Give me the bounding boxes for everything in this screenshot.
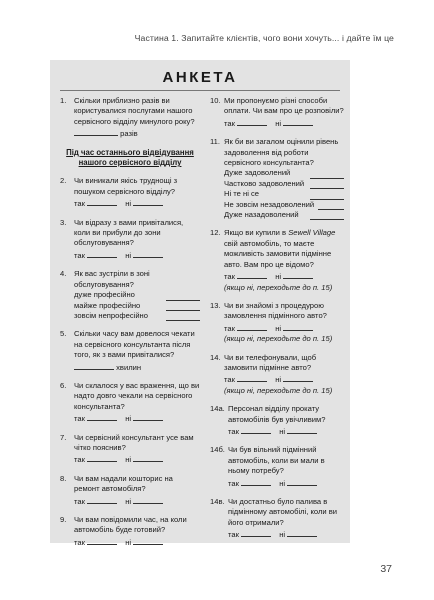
yes-label: так: [228, 530, 239, 540]
question-text: Персонал відділу прокату автомобілів був увічливим?: [228, 404, 326, 424]
no-label: ні: [125, 414, 132, 424]
question-text: Скільки приблизно разів ви користувалися послугами нашого сервісного відділу минулого року?: [74, 96, 195, 126]
option-row: Не зовсім незадоволений: [224, 200, 344, 210]
question-number: 14а.: [210, 404, 225, 414]
questionnaire-panel: [50, 60, 350, 547]
yes-blank[interactable]: [87, 537, 117, 545]
no-blank[interactable]: [133, 454, 163, 462]
question-text: Чи достатньо було палива в підмінному автомобілі, коли ви його отримали?: [228, 497, 338, 527]
question-14v: [210, 497, 344, 541]
skip-note: (якщо ні, переходьте до п. 15): [224, 334, 333, 344]
question-text: Скільки часу вам довелося чекати на сервісного консультанта після того, як з вами привіталися?: [74, 329, 195, 360]
question-number: 2.: [60, 176, 67, 186]
no-label: ні: [125, 537, 132, 547]
no-blank[interactable]: [283, 271, 313, 279]
no-label: ні: [125, 250, 132, 260]
question-11: [210, 137, 344, 220]
question-7: [60, 433, 200, 466]
question-text: Чи вам повідомили час, на коли автомобіль буде готовий?: [74, 515, 187, 535]
unit-label: хвилин: [116, 362, 142, 372]
yes-no-row: [224, 271, 344, 282]
question-9: [60, 515, 200, 548]
no-label: ні: [275, 118, 282, 128]
title-divider: [60, 90, 340, 91]
question-text: Чи був вільний підмінний автомобіль, коли ви мали в ньому потребу?: [228, 445, 325, 476]
no-blank[interactable]: [283, 323, 313, 331]
question-number: 4.: [60, 269, 67, 279]
yes-no-row: [224, 118, 344, 129]
question-text: Якщо ви купили в Sewell Village свій автомобіль, то маєте можливість замовити підмінне авто. Вам про це відомо?: [224, 228, 336, 269]
answer-line: [74, 362, 200, 373]
option-blank[interactable]: [166, 303, 200, 311]
yes-no-row: [74, 496, 200, 507]
no-label: ні: [275, 272, 282, 282]
question-number: 14б.: [210, 445, 225, 455]
no-blank[interactable]: [283, 118, 313, 126]
question-text: Чи виникали якісь труднощі з пошуком сервісного відділу?: [74, 176, 178, 196]
yes-blank[interactable]: [237, 323, 267, 331]
option-row: дуже професійно: [74, 290, 200, 300]
no-blank[interactable]: [133, 537, 163, 545]
questionnaire-title: АНКЕТА: [162, 69, 238, 86]
option-row: Дуже задоволений: [224, 168, 344, 178]
question-number: 5.: [60, 329, 67, 339]
question-number: 9.: [60, 515, 67, 524]
question-text: Ми пропонуємо різні способи оплати. Чи вам про це розповіли?: [224, 96, 344, 116]
question-number: 12.: [210, 228, 221, 238]
yes-no-row: [224, 374, 344, 385]
no-label: ні: [125, 199, 132, 209]
no-blank[interactable]: [287, 529, 317, 537]
yes-no-row: [74, 250, 200, 261]
left-column: [60, 96, 200, 556]
no-blank[interactable]: [133, 496, 163, 504]
option-blank[interactable]: [310, 212, 344, 220]
option-row: Дуже назадоволений: [224, 210, 344, 220]
question-5: [60, 329, 200, 373]
question-13: [210, 301, 344, 345]
yes-label: так: [74, 414, 85, 424]
question-text: Чи ви телефонували, щоб замовити підмінне авто?: [224, 352, 317, 372]
question-text: Чи ви знайомі з процедурою замовлення підмінного авто?: [224, 300, 327, 321]
no-label: ні: [275, 323, 282, 333]
question-6: [60, 381, 200, 425]
question-number: 6.: [60, 380, 67, 390]
option-blank[interactable]: [166, 313, 200, 321]
yes-blank[interactable]: [237, 271, 267, 279]
no-blank[interactable]: [133, 198, 163, 206]
question-3: [60, 218, 200, 262]
question-12: [210, 228, 344, 292]
no-label: ні: [279, 478, 286, 488]
yes-no-row: [74, 198, 200, 209]
option-row: майже професійно: [74, 301, 200, 311]
question-text: Чи сервісний консультант усе вам чітко пояснив?: [74, 432, 194, 452]
yes-no-row: [74, 537, 200, 548]
no-blank[interactable]: [133, 250, 163, 258]
yes-label: так: [74, 199, 85, 209]
question-14a: [210, 404, 344, 437]
yes-blank[interactable]: [87, 413, 117, 421]
yes-label: так: [228, 426, 239, 436]
question-text: Як би ви загалом оцінили рівень задоволення від роботи сервісного консультанта?: [224, 137, 339, 168]
yes-label: так: [224, 375, 235, 385]
yes-no-row: [224, 323, 344, 334]
answer-blank[interactable]: [74, 362, 114, 370]
yes-no-row: [228, 529, 344, 540]
question-10: [210, 96, 344, 129]
answer-line: [74, 128, 200, 139]
option-row: Частково задоволений: [224, 179, 344, 189]
option-row: Ні те ні се: [224, 189, 344, 199]
yes-blank[interactable]: [241, 529, 271, 537]
yes-no-row: [228, 478, 344, 489]
yes-blank[interactable]: [241, 426, 271, 434]
yes-label: так: [74, 455, 85, 465]
option-row: зовсім непрофесійно: [74, 311, 200, 321]
yes-blank[interactable]: [237, 374, 267, 382]
skip-note: (якщо ні, переходьте до п. 15): [224, 385, 333, 395]
section-heading: Під час останнього відвідування нашого сервісного відділу: [66, 147, 194, 168]
yes-blank[interactable]: [87, 496, 117, 504]
yes-label: так: [224, 118, 235, 128]
question-number: 1.: [60, 96, 67, 105]
no-label: ні: [275, 375, 282, 385]
question-text: Як вас зустріли в зоні обслуговування?: [74, 269, 150, 289]
question-number: 8.: [60, 473, 67, 483]
question-2: [60, 176, 200, 209]
yes-blank[interactable]: [87, 454, 117, 462]
no-blank[interactable]: [283, 374, 313, 382]
yes-label: так: [74, 496, 85, 506]
no-blank[interactable]: [133, 413, 163, 421]
question-14: [210, 353, 344, 397]
yes-label: так: [224, 323, 235, 333]
page-number: 37: [380, 563, 392, 575]
no-label: ні: [125, 455, 132, 465]
option-blank[interactable]: [310, 181, 344, 189]
yes-blank[interactable]: [237, 118, 267, 126]
question-number: 14в.: [210, 497, 225, 506]
yes-label: так: [74, 250, 85, 260]
no-blank[interactable]: [287, 478, 317, 486]
option-blank[interactable]: [166, 293, 200, 301]
question-number: 14.: [210, 352, 221, 362]
yes-label: так: [228, 478, 239, 488]
question-text: Чи вам надали кошторис на ремонт автомобіля?: [74, 473, 173, 494]
no-label: ні: [279, 530, 286, 540]
yes-no-row: [228, 426, 344, 437]
yes-no-row: [74, 454, 200, 465]
question-number: 3.: [60, 217, 67, 227]
question-text: Чи відразу з вами привіталися, коли ви прибули до зони обслуговування?: [74, 217, 184, 248]
option-blank[interactable]: [310, 192, 344, 200]
option-blank[interactable]: [318, 202, 344, 210]
question-number: 10.: [210, 96, 221, 105]
no-blank[interactable]: [287, 426, 317, 434]
question-text: Чи склалося у вас враження, що ви надто довго чекали на сервісного консультанта?: [74, 380, 200, 411]
yes-label: так: [224, 272, 235, 282]
yes-blank[interactable]: [241, 478, 271, 486]
yes-no-row: [74, 413, 200, 424]
option-blank[interactable]: [310, 171, 344, 179]
question-1: [60, 96, 200, 140]
yes-blank[interactable]: [87, 198, 117, 206]
no-label: ні: [125, 496, 132, 506]
running-head: Частина 1. Запитайте клієнтів, чого вони хочуть... і дайте їм це: [134, 33, 394, 43]
question-number: 11.: [210, 137, 220, 147]
brand-name: Sewell Village: [288, 228, 336, 238]
question-number: 7.: [60, 432, 67, 442]
unit-label: разів: [120, 129, 138, 139]
question-4: [60, 269, 200, 321]
question-8: [60, 474, 200, 507]
yes-label: так: [74, 537, 85, 547]
question-number: 13.: [210, 300, 221, 310]
yes-blank[interactable]: [87, 250, 117, 258]
no-label: ні: [279, 426, 286, 436]
skip-note: (якщо ні, переходьте до п. 15): [224, 282, 333, 292]
right-column: [210, 96, 344, 549]
answer-blank[interactable]: [74, 128, 118, 136]
question-14b: [210, 445, 344, 489]
